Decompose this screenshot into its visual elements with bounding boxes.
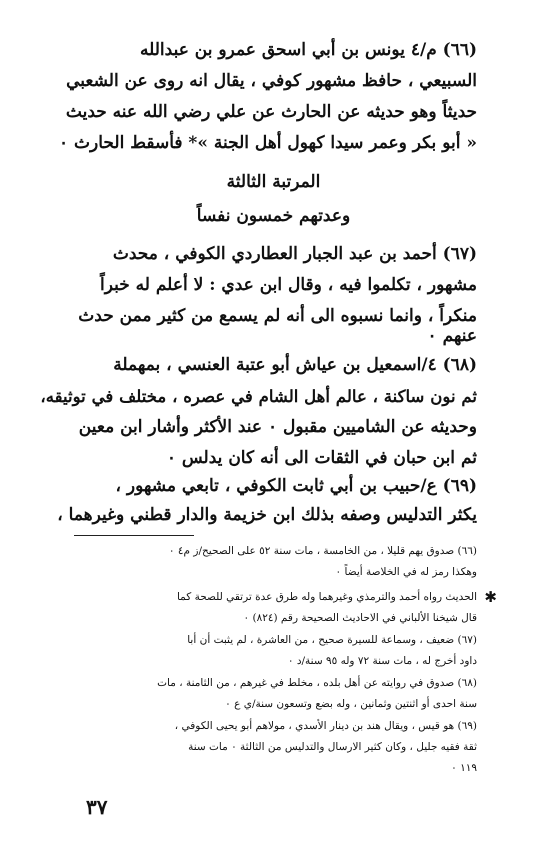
body-line-2: السبيعي ، حافظ مشهور كوفي ، يقال انه روى عن الشعبي	[66, 71, 477, 91]
footnote-line-4: قال شيخنا الألباني في الاحاديث الصحيحة رقم (٨٢٤) ٠	[243, 612, 477, 624]
footnote-line-6: داود أخرج له ، مات سنة ٧٢ وله ٩٥ سنة/د ٠	[287, 655, 477, 667]
footnote-line-1: (٦٦) صدوق يهم قليلا ، من الخامسة ، مات سنة ٥٢ على الصحيح/ز م٤ ٠	[168, 545, 477, 557]
body-line-13: (٦٩) ع/حبيب بن أبي ثابت الكوفي ، تابعي مشهور ،	[115, 476, 477, 496]
body-line-7: منكراً ، وانما نسبوه الى أنه لم يسمع من كثير ممن حدث	[78, 306, 477, 326]
footnote-line-7: (٦٨) صدوق في روايته عن أهل بلده ، مخلط في غيرهم ، من الثامنة ، مات	[157, 677, 477, 689]
body-line-11: وحديثه عن الشاميين مقبول ٠ عند الأكثر وأشار ابن معين	[78, 417, 477, 437]
body-line-3: حديثاً وهو حديثه عن الحارث عن علي رضي الله عنه حديث	[65, 102, 477, 122]
body-line-12: ثم ابن حبان في الثقات الى أنه كان يدلس ٠	[166, 448, 477, 468]
page-number: ٣٧	[86, 795, 108, 819]
section-subheading: وعدتهم خمسون نفساً	[196, 206, 351, 226]
footnote-line-2: وهكذا رمز له في الخلاصة أيضاً ٠	[335, 566, 477, 578]
body-line-1: (٦٦) م/٤ يونس بن أبي اسحق عمرو بن عبدالله	[140, 40, 477, 60]
body-line-9: (٦٨) ٤/اسمعيل بن عياش أبو عتبة العنسي ، بمهملة	[113, 355, 477, 375]
footnote-line-11: ١١٩ ٠	[451, 762, 477, 774]
body-line-14: يكثر التدليس وصفه بذلك ابن خزيمة والدار قطني وغيرهما ،	[57, 505, 477, 525]
footnote-line-10: ثقة فقيه جليل ، وكان كثير الارسال والتدليس من الثالثة ٠ مات سنة	[188, 741, 477, 753]
body-line-6: مشهور ، تكلموا فيه ، وقال ابن عدي : لا أعلم له خبراً	[100, 275, 477, 295]
footnote-line-5: (٦٧) ضعيف ، وسماعة للسيرة صحيح ، من العاشرة ، لم يثبت أن أبا	[187, 634, 477, 646]
footnote-line-8: سنة احدى أو اثنتين وثمانين ، وله بضع وتسعون سنة/ي ع ٠	[225, 698, 477, 710]
body-line-10: ثم نون ساكنة ، عالم أهل الشام في عصره ، مختلف في توثيقه،	[40, 386, 477, 406]
footnote-line-3: الحديث رواه أحمد والترمذي وغيرهما وله طرق عدة ترتقي للصحة كما	[176, 591, 477, 603]
footnote-divider	[74, 535, 194, 536]
body-line-4: « أبو بكر وعمر سيدا كهول أهل الجنة »* فأسقط الحارث ٠	[58, 133, 477, 153]
footnote-line-9: (٦٩) هو قيس ، ويقال هند بن دينار الأسدي ، مولاهم أبو يحيى الكوفي ،	[174, 720, 477, 732]
body-line-8: عنهم ٠	[427, 326, 477, 346]
section-heading: المرتبة الثالثة	[226, 172, 321, 192]
asterisk-icon: ✱	[484, 588, 497, 606]
body-line-5: (٦٧) أحمد بن عبد الجبار العطاردي الكوفي ، محدث	[112, 244, 477, 264]
